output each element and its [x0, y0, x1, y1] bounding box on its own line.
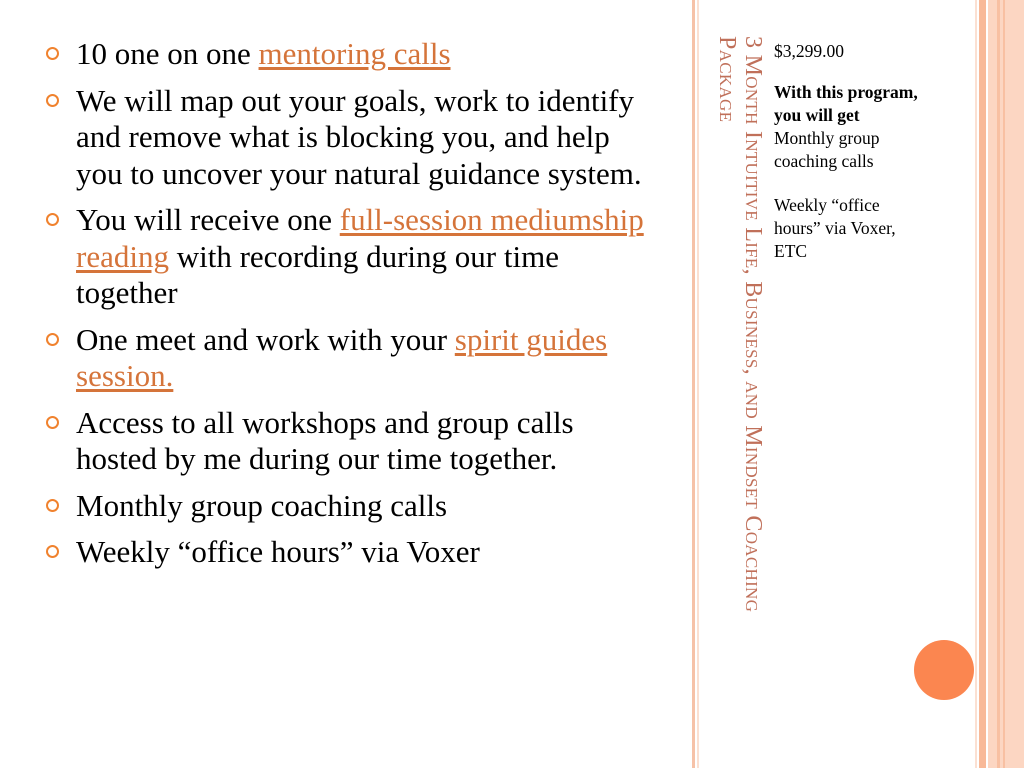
bullet-text: Weekly “office hours” via Voxer	[76, 534, 480, 569]
bullet-item	[44, 488, 654, 525]
decor-stripe	[692, 0, 695, 768]
decor-stripe	[997, 0, 1000, 768]
bullet-list	[44, 36, 654, 581]
side-item-group-calls: Monthly group coaching calls	[774, 128, 880, 171]
bullet-item	[44, 83, 654, 193]
bullet-marker-icon	[46, 213, 59, 226]
bullet-text: Access to all workshops and group calls hosted by me during our time together.	[76, 404, 574, 476]
side-heading: With this program, you will get	[774, 82, 918, 125]
bullet-item	[44, 36, 654, 73]
bullet-item	[44, 322, 654, 395]
decor-stripe	[1003, 0, 1005, 768]
bullet-text: You will receive one	[76, 202, 340, 237]
bullet-marker-icon	[46, 416, 59, 429]
mediumship-reading-link[interactable]: full-session mediumship reading	[76, 202, 644, 274]
decor-circle	[914, 640, 974, 700]
bullet-item	[44, 202, 654, 312]
mentoring-calls-link[interactable]: mentoring calls	[258, 36, 451, 71]
decor-stripe	[979, 0, 986, 768]
bullet-text: One meet and work with your	[76, 321, 455, 357]
slide-title: 3 Month Intuitive Life, Business, and Mindset Coaching Package	[714, 36, 766, 613]
bullet-text: Monthly group coaching calls	[76, 487, 448, 523]
bullet-item	[44, 405, 654, 478]
decor-stripe	[697, 0, 699, 768]
bullet-marker-icon	[46, 499, 59, 512]
side-notes	[774, 40, 926, 263]
price: $3,299.00	[774, 41, 844, 61]
bullet-item	[44, 534, 654, 571]
bullet-text: We will map out your goals, work to identify and remove what is blocking you, and help you to uncover your natural guidance system.	[76, 82, 642, 191]
side-item-office-hours: Weekly “office hours” via Voxer, ETC	[774, 195, 896, 261]
slide-title-container	[712, 36, 766, 646]
decor-stripe	[975, 0, 977, 768]
spirit-guides-link[interactable]: spirit guides session.	[76, 321, 608, 393]
bullet-marker-icon	[46, 47, 59, 60]
bullet-marker-icon	[46, 333, 59, 346]
bullet-marker-icon	[46, 545, 59, 558]
bullet-text: 10 one on one	[76, 36, 259, 71]
bullet-text: with recording during our time together	[76, 238, 559, 310]
bullet-marker-icon	[46, 94, 59, 107]
decor-stripe	[988, 0, 1024, 768]
